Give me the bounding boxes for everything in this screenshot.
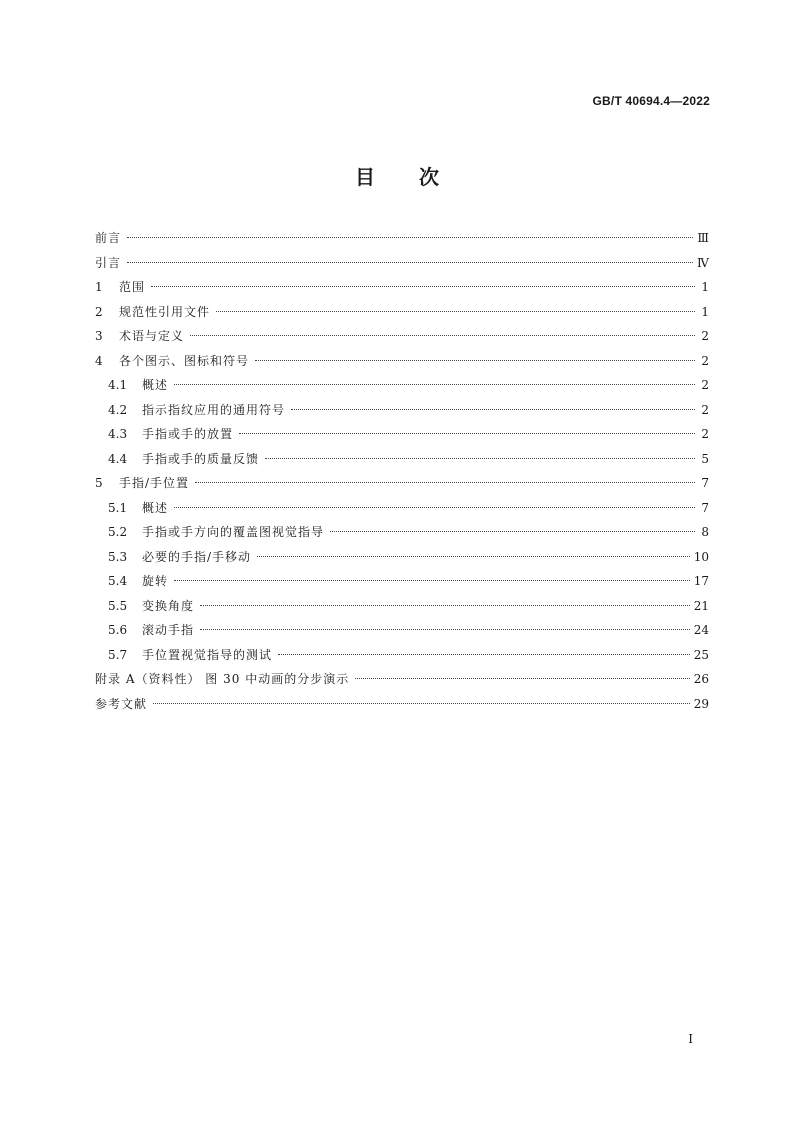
toc-dot-leader xyxy=(174,580,690,581)
toc-entry-number: 5.6 xyxy=(108,623,128,637)
toc-entry-page: 21 xyxy=(693,598,709,613)
toc-entry-label: 附录 A（资料性） 图 30 中动画的分步演示 xyxy=(95,672,350,686)
toc-entry-page: 7 xyxy=(701,500,709,515)
toc-entry-page: 17 xyxy=(693,574,709,588)
toc-entry-number: 5.1 xyxy=(108,500,128,515)
toc-dot-leader xyxy=(200,605,690,606)
toc-dot-leader xyxy=(190,335,695,336)
toc-dot-leader xyxy=(216,311,695,312)
toc-entry-page: 24 xyxy=(693,623,709,637)
toc-entry-number: 4.3 xyxy=(108,427,128,441)
toc-entry[interactable] xyxy=(95,692,709,717)
toc-entry-label: 参考文献 xyxy=(95,696,148,711)
toc-dot-leader xyxy=(257,556,690,557)
toc-entry-label: 规范性引用文件 xyxy=(119,304,211,319)
toc-entry-page: 2 xyxy=(701,427,709,441)
toc-entry-number: 5.5 xyxy=(108,598,128,613)
toc-entry[interactable] xyxy=(95,471,709,496)
toc-entry-number: 5.2 xyxy=(108,525,128,539)
toc-entry-number: 4.2 xyxy=(108,402,128,417)
toc-entry-number: 1 xyxy=(95,280,103,294)
toc-dot-leader xyxy=(330,531,695,532)
toc-entry[interactable] xyxy=(95,594,709,619)
toc-entry-label: 指示指纹应用的通用符号 xyxy=(142,402,286,417)
toc-entry-page: 2 xyxy=(701,353,709,368)
toc-entry-page: 8 xyxy=(701,525,709,539)
toc-dot-leader xyxy=(265,458,695,459)
toc-dot-leader xyxy=(255,360,695,361)
toc-entry-number: 2 xyxy=(95,304,103,319)
toc-dot-leader xyxy=(278,654,690,655)
toc-dot-leader xyxy=(200,629,690,630)
toc-entry-label: 手指/手位置 xyxy=(119,476,190,490)
toc-dot-leader xyxy=(174,507,695,508)
toc-entry-page: 7 xyxy=(701,476,709,490)
standard-code: GB/T 40694.4—2022 xyxy=(592,94,710,108)
toc-entry-page: 2 xyxy=(701,402,709,417)
toc-entry-label: 范围 xyxy=(119,280,146,294)
toc-entry-number: 4.1 xyxy=(108,378,128,392)
toc-entry-page: 5 xyxy=(701,451,709,466)
toc-dot-leader xyxy=(239,433,695,434)
toc-entry[interactable] xyxy=(95,545,709,570)
toc-entry-page: 29 xyxy=(693,696,709,711)
table-of-contents xyxy=(95,226,709,716)
toc-dot-leader xyxy=(127,237,693,238)
toc-title xyxy=(0,161,794,190)
toc-entry-label: 术语与定义 xyxy=(119,329,185,343)
toc-entry-label: 概述 xyxy=(142,500,169,515)
toc-entry-page: 1 xyxy=(701,304,709,319)
toc-entry-number: 5.3 xyxy=(108,549,128,564)
toc-entry[interactable] xyxy=(95,373,709,398)
toc-entry[interactable] xyxy=(95,349,709,374)
toc-dot-leader xyxy=(153,703,690,704)
toc-entry[interactable] xyxy=(95,251,709,276)
footer-page-number: I xyxy=(688,1032,693,1046)
toc-entry-label: 旋转 xyxy=(142,574,169,588)
toc-entry-page: 1 xyxy=(701,280,709,294)
toc-entry-label: 各个图示、图标和符号 xyxy=(119,353,250,368)
toc-entry-number: 3 xyxy=(95,329,103,343)
toc-entry-page: 26 xyxy=(693,672,709,686)
toc-entry[interactable] xyxy=(95,496,709,521)
toc-entry[interactable] xyxy=(95,569,709,594)
toc-entry[interactable] xyxy=(95,324,709,349)
toc-dot-leader xyxy=(355,678,690,679)
toc-entry[interactable] xyxy=(95,447,709,472)
toc-entry[interactable] xyxy=(95,643,709,668)
toc-entry-number: 5.4 xyxy=(108,574,128,588)
toc-entry-label: 前言 xyxy=(95,231,122,245)
toc-entry[interactable] xyxy=(95,667,709,692)
toc-entry-number: 4 xyxy=(95,353,103,368)
toc-entry-page: Ⅳ xyxy=(697,255,709,270)
toc-entry-page: Ⅲ xyxy=(697,231,709,245)
toc-entry-page: 2 xyxy=(701,329,709,343)
toc-entry[interactable] xyxy=(95,300,709,325)
toc-entry-label: 变换角度 xyxy=(142,598,195,613)
toc-entry-number: 5 xyxy=(95,476,103,490)
toc-entry-label: 必要的手指/手移动 xyxy=(142,549,252,564)
toc-entry[interactable] xyxy=(95,275,709,300)
toc-entry-label: 滚动手指 xyxy=(142,623,195,637)
toc-dot-leader xyxy=(151,286,695,287)
toc-dot-leader xyxy=(291,409,695,410)
toc-entry-page: 10 xyxy=(693,549,709,564)
toc-entry[interactable] xyxy=(95,520,709,545)
toc-dot-leader xyxy=(195,482,695,483)
toc-entry-label: 手指或手的质量反馈 xyxy=(142,451,260,466)
toc-entry[interactable] xyxy=(95,398,709,423)
toc-entry-label: 引言 xyxy=(95,255,122,270)
toc-entry-label: 手指或手的放置 xyxy=(142,427,234,441)
toc-entry-page: 25 xyxy=(693,647,709,662)
toc-title-char-1: 目 xyxy=(355,165,375,189)
toc-entry[interactable] xyxy=(95,422,709,447)
toc-entry-label: 概述 xyxy=(142,378,169,392)
toc-entry-page: 2 xyxy=(701,378,709,392)
toc-entry[interactable] xyxy=(95,618,709,643)
toc-entry[interactable] xyxy=(95,226,709,251)
toc-entry-label: 手指或手方向的覆盖图视觉指导 xyxy=(142,525,325,539)
toc-dot-leader xyxy=(127,262,693,263)
toc-entry-number: 5.7 xyxy=(108,647,128,662)
toc-entry-number: 4.4 xyxy=(108,451,128,466)
toc-entry-label: 手位置视觉指导的测试 xyxy=(142,647,273,662)
toc-dot-leader xyxy=(174,384,695,385)
toc-title-char-2: 次 xyxy=(419,165,439,189)
